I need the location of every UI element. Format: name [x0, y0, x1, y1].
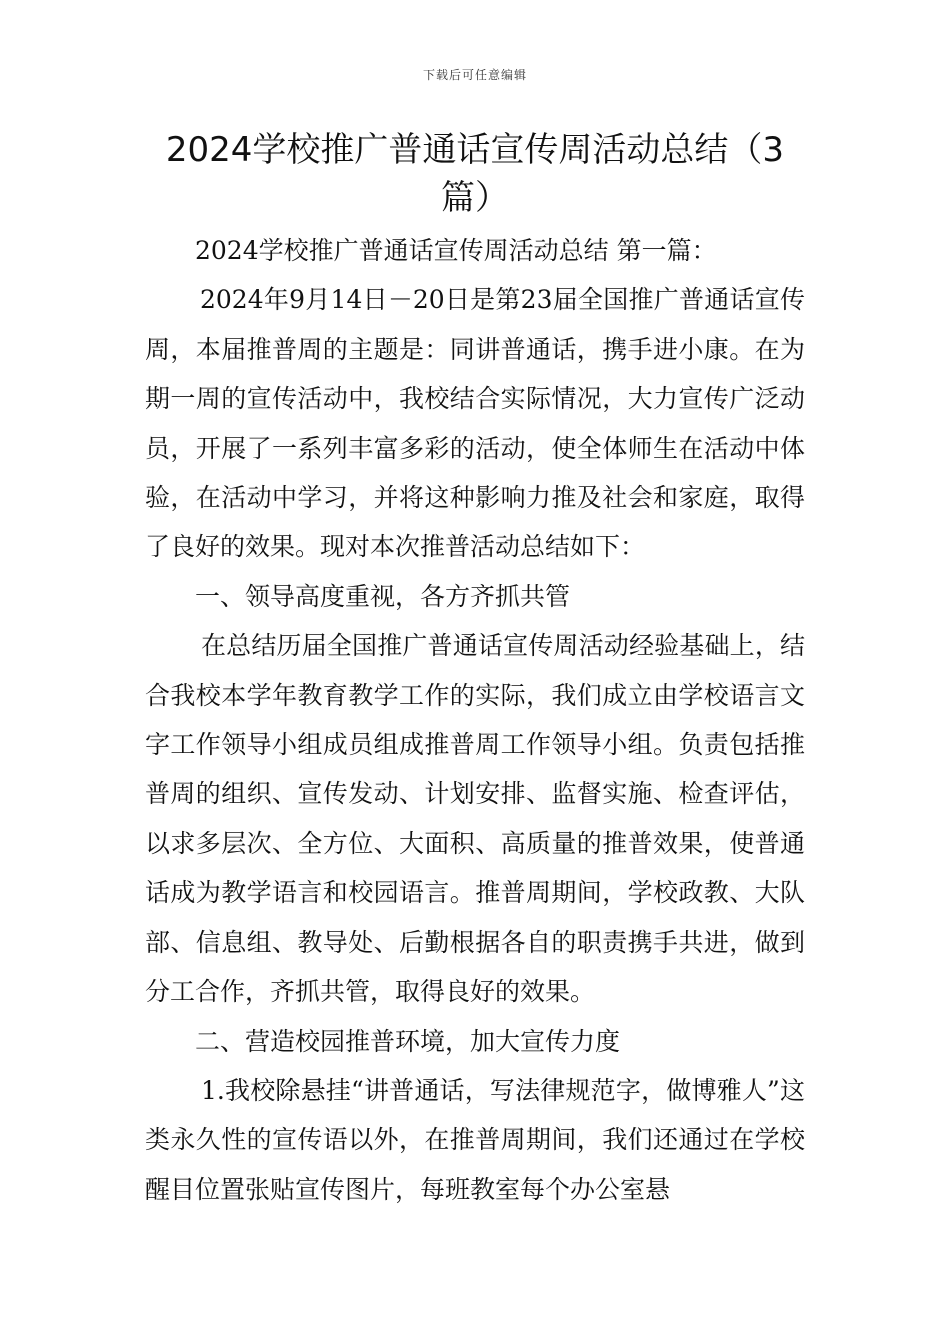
article-subheading: 2024学校推广普通话宣传周活动总结 第一篇：: [195, 236, 717, 265]
intro-paragraph: 2024年9月14日－20日是第23届全国推广普通话宣传周，本届推普周的主题是：同讲普通话，携手进小康。在为期一周的宣传活动中，我校结合实际情况，大力宣传广泛动员，开展了一系列丰富多彩的活动，使全体师生在活动中体验，在活动中学习，并将这种影响力推及社会和家庭，取得了良好的效果。现对本次推普活动总结如下：: [145, 285, 805, 562]
document-body: [145, 226, 805, 1214]
section-1-heading: 一、领导高度重视，各方齐抓共管: [195, 581, 571, 611]
section-2-heading: 二、营造校园推普环境，加大宣传力度: [195, 1026, 621, 1056]
section-2-item-1: 1.我校除悬挂“讲普通话，写法律规范字，做博雅人”这类永久性的宣传语以外，在推普周期间，我们还通过在学校醒目位置张贴宣传图片，每班教室每个办公室悬: [145, 1075, 805, 1204]
document-title: 2024学校推广普通话宣传周活动总结（3篇）: [165, 130, 785, 218]
header-note: 下载后可任意编辑: [422, 68, 527, 82]
section-1-paragraph: 在总结历届全国推广普通话宣传周活动经验基础上，结合我校本学年教育教学工作的实际，我们成立由学校语言文字工作领导小组成员组成推普周工作领导小组。负责包括推普周的组织、宣传发动、计划安排、监督实施、检查评估，以求多层次、全方位、大面积、高质量的推普效果，使普通话成为教学语言和校园语言。推普周期间，学校政教、大队部、信息组、教导处、后勤根据各自的职责携手共进，做到分工合作，齐抓共管，取得良好的效果。: [145, 631, 805, 1007]
